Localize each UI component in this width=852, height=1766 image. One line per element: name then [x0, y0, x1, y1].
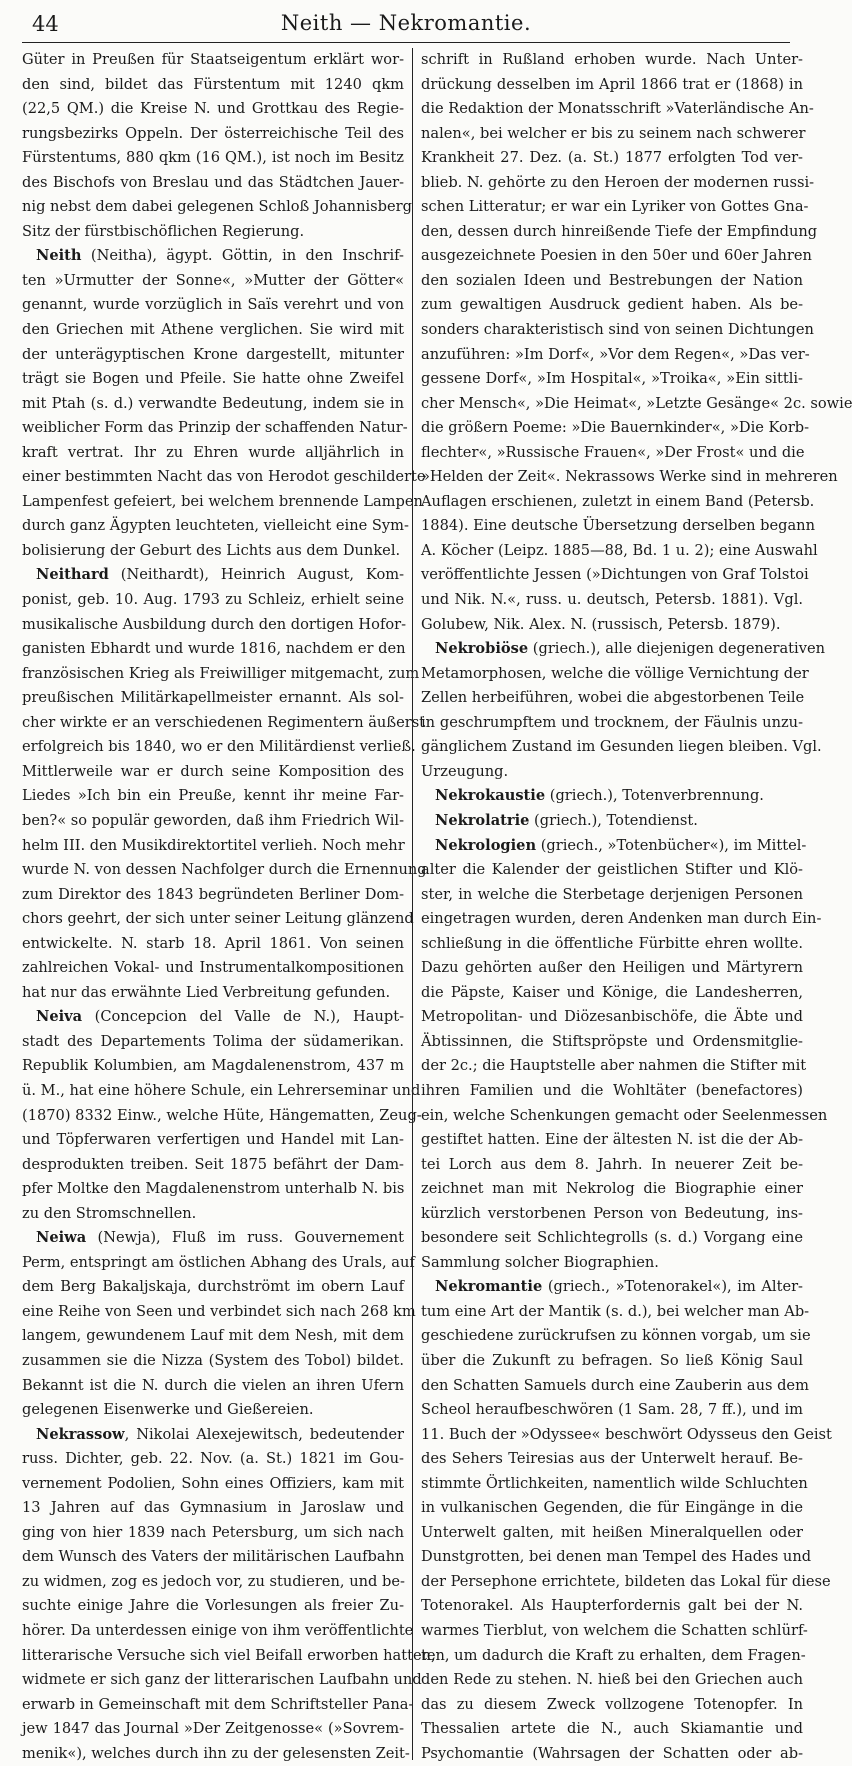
text-line [421, 1226, 803, 1251]
text-line [22, 122, 404, 147]
line-text: (griech.), Totenverbrennung. [545, 787, 764, 805]
line-text: Sitz der fürstbischöflichen Regierung. [22, 222, 305, 240]
text-line [421, 1177, 803, 1202]
text-line [421, 293, 803, 318]
line-text: zum Direktor des 1843 begründeten Berliner Dom- [22, 885, 404, 903]
line-text: zusammen sie die Nizza (System des Tobol) bildet. [22, 1351, 404, 1369]
line-text: in geschrumpftem und trocknem, der Fäulnis unzu- [421, 713, 803, 731]
text-line [421, 318, 814, 343]
line-text: Republik Kolumbien, am Magdalenenstrom, 437 m [22, 1057, 404, 1075]
text-line [22, 416, 408, 441]
line-text: den Schatten Samuels durch eine Zauberin aus dem [421, 1376, 809, 1394]
line-text: Perm, entspringt am östlichen Abhang des Urals, auf [22, 1253, 415, 1271]
line-text: warmes Tierblut, von welchem die Schatten schlürf- [421, 1622, 808, 1639]
line-text: anzuführen: »Im Dorf«, »Vor dem Regen«, »Das ver- [421, 345, 810, 363]
text-line [421, 858, 803, 883]
text-line [22, 1668, 422, 1693]
line-text: des Sehers Teiresias aus der Unterwelt herauf. Be- [421, 1450, 803, 1468]
line-text: flechter«, »Russische Frauen«, »Der Frost« und die [421, 443, 805, 461]
text-line [421, 465, 838, 490]
text-line [22, 269, 404, 294]
line-text: blieb. N. gehörte zu den Heroen der modernen russi- [421, 173, 815, 191]
text-line [22, 220, 404, 245]
text-line [22, 1423, 404, 1448]
line-text: langem, gewundenem Lauf mit dem Nesh, mit dem [22, 1327, 404, 1345]
line-text: cher wirkte er an verschiedenen Regimentern äußerst [22, 713, 426, 731]
text-line [421, 441, 803, 466]
text-line [421, 907, 822, 932]
text-line [421, 1496, 803, 1521]
text-line [421, 73, 803, 98]
line-text: chors geehrt, der sich unter seiner Leitung glänzend [22, 910, 414, 928]
entry-headword: Neithard [36, 566, 109, 584]
text-line [22, 441, 404, 466]
text-line [421, 637, 825, 662]
line-text: Psychomantie (Wahrsagen der Schatten oder ab- [421, 1744, 803, 1762]
text-line [421, 1005, 803, 1030]
entry-headword: Nekrassow [36, 1425, 125, 1443]
line-text: gelegenen Eisenwerke und Gießereien. [22, 1401, 314, 1419]
line-text: Mittlerweile war er durch seine Komposition des [22, 762, 404, 780]
text-line [421, 686, 803, 711]
text-line [22, 1079, 421, 1104]
line-text: den Rede zu stehen. N. hieß bei den Griechen auch [421, 1671, 803, 1689]
line-text: ausgezeichnete Poesien in den 50er und 60er Jahren [421, 247, 812, 265]
line-text: tum eine Art der Mantik (s. d.), bei welcher man Ab- [421, 1302, 810, 1320]
text-line [22, 809, 404, 834]
text-line [421, 1644, 806, 1669]
text-line [22, 48, 404, 73]
text-line [22, 588, 404, 613]
text-line [22, 1521, 404, 1546]
text-line [22, 662, 420, 687]
line-text: gänglichem Zustand im Gesunden liegen bleiben. Vgl. [421, 738, 822, 756]
text-line [421, 1717, 803, 1742]
line-text: 13 Jahren auf das Gymnasium in Jaroslaw und [22, 1499, 404, 1517]
text-line [22, 784, 404, 809]
line-text: die Redaktion der Monatsschrift »Vaterländische An- [421, 100, 814, 118]
text-line [22, 932, 404, 957]
line-text: kraft vertrat. Ihr zu Ehren wurde alljährlich in [22, 443, 404, 461]
line-text: musikalische Ausbildung durch den dortigen Hofor- [22, 615, 407, 633]
text-line [22, 858, 427, 883]
line-text: ster, in welche die Sterbetage derjenigen Personen [421, 885, 803, 903]
text-line [421, 1742, 803, 1766]
line-text: schließung in die öffentliche Fürbitte ehren wollte. [421, 934, 803, 952]
line-text: Golubew, Nik. Alex. N. (russisch, Petersb. 1879). [421, 615, 781, 633]
line-text: trägt sie Bogen und Pfeile. Sie hatte ohne Zweifel [22, 370, 404, 388]
line-text: einer bestimmten Nacht das von Herodot geschilderte [22, 468, 426, 486]
text-line [421, 956, 803, 981]
text-line [421, 367, 803, 392]
line-text: Bekannt ist die N. durch die vielen an ihren Ufern [22, 1376, 404, 1394]
text-line [22, 1472, 404, 1497]
text-line [22, 1594, 404, 1619]
line-text: dem Wunsch des Vaters der militärischen Laufbahn [22, 1548, 405, 1566]
line-text: Unterwelt galten, mit heißen Mineralquellen oder [421, 1523, 803, 1541]
line-text: ten »Urmutter der Sonne«, »Mutter der Götter« [22, 271, 404, 289]
line-text: geschiedene zurückrufsen zu können vorgab, um sie [421, 1327, 811, 1345]
text-line [421, 343, 810, 368]
line-text: wurde N. von dessen Nachfolger durch die Ernennung [22, 861, 427, 879]
line-text: nalen«, bei welcher er bis zu seinem nach schwerer [421, 124, 806, 142]
text-line [421, 883, 803, 908]
text-line [22, 1251, 415, 1276]
text-line [22, 1005, 404, 1030]
line-text: Thessalien artete die N., auch Skiamantie und [421, 1720, 803, 1738]
line-text: , Nikolai Alexejewitsch, bedeutender [124, 1425, 404, 1443]
text-line [22, 343, 404, 368]
line-text: Totenorakel. Als Haupterfordernis galt bei der N. [421, 1597, 803, 1615]
text-line [22, 1447, 404, 1472]
text-line [22, 1570, 404, 1595]
page-header [22, 0, 790, 43]
text-line [421, 1545, 812, 1570]
text-line [421, 711, 803, 736]
text-line [22, 514, 409, 539]
text-line [22, 539, 404, 564]
text-line [22, 244, 404, 269]
line-text: (Neithardt), Heinrich August, Kom- [108, 566, 404, 584]
line-text: Äbtissinnen, die Stiftspröpste und Ordensmitglie- [421, 1032, 803, 1050]
line-text: Liedes »Ich bin ein Preuße, kennt ihr meine Far- [22, 787, 404, 805]
text-line [22, 97, 404, 122]
line-text: ponist, geb. 10. Aug. 1793 zu Schleiz, erhielt seine [22, 591, 404, 609]
page-number: 44 [32, 12, 59, 36]
entry-headword: Nekromantie [435, 1278, 543, 1296]
text-line [22, 1644, 436, 1669]
line-text: (Newja), Fluß im russ. Gouvernement [86, 1229, 404, 1247]
line-text: den sozialen Ideen und Bestrebungen der Nation [421, 271, 803, 289]
line-text: russ. Dichter, geb. 22. Nov. (a. St.) 1821 im Gou- [22, 1450, 404, 1468]
text-line [22, 1128, 404, 1153]
line-text: stimmte Örtlichkeiten, namentlich wilde Schluchten [421, 1474, 808, 1492]
line-text: pfer Moltke den Magdalenenstrom unterhalb N. bis [22, 1180, 405, 1198]
line-text: helm III. den Musikdirektortitel verlieh. Noch mehr [22, 836, 405, 854]
entry-headword: Neiwa [36, 1229, 87, 1247]
line-text: Krankheit 27. Dez. (a. St.) 1877 erfolgten Tod ver- [421, 149, 803, 167]
line-text: alter die Kalender der geistlichen Stifter und Klö- [421, 861, 803, 879]
line-text: die Päpste, Kaiser und Könige, die Landesherren, [421, 983, 803, 1001]
text-line [421, 97, 814, 122]
text-line [421, 1300, 810, 1325]
text-line [421, 1619, 808, 1644]
text-line [421, 735, 822, 760]
line-text: ging von hier 1839 nach Petersburg, um sich nach [22, 1523, 404, 1541]
text-line [22, 1398, 404, 1423]
text-line [421, 932, 803, 957]
running-title: Neith — Nekromantie. [280, 11, 532, 35]
text-line [22, 686, 404, 711]
line-text: bolisierung der Geburt des Lichts aus dem Dunkel. [22, 541, 401, 559]
line-text: veröffentlichte Jessen (»Dichtungen von Graf Tolstoi [421, 566, 809, 584]
text-line [421, 1374, 809, 1399]
text-line [421, 1570, 831, 1595]
line-text: stadt des Departements Tolima der südamerikan. [22, 1032, 404, 1050]
line-text: Lampenfest gefeiert, bei welchem brennende Lampen [22, 492, 423, 510]
text-line [22, 1226, 404, 1251]
line-text: schrift in Rußland erhoben wurde. Nach Unter- [421, 51, 803, 68]
line-text: vernement Podolien, Sohn eines Offiziers, kam mit [22, 1474, 404, 1492]
line-text: Scheol heraufbeschwören (1 Sam. 28, 7 ff.), und im [421, 1401, 803, 1419]
line-text: Güter in Preußen für Staatseigentum erklärt wor- [22, 51, 404, 68]
text-line [421, 244, 812, 269]
text-line [421, 662, 809, 687]
text-line [421, 1030, 803, 1055]
text-line [22, 711, 426, 736]
line-text: der 2c.; die Hauptstelle aber nahmen die Stifter mit [421, 1057, 807, 1075]
text-line [421, 1472, 808, 1497]
line-text: Urzeugung. [421, 762, 509, 780]
text-line [22, 1104, 422, 1129]
line-text: des Bischofs von Breslau und das Städtchen Jauer- [22, 173, 404, 191]
line-text: die größern Poeme: »Die Bauernkinder«, »Die Korb- [421, 419, 810, 437]
text-line [22, 1030, 404, 1055]
line-text: gestiftet hatten. Eine der ältesten N. ist die der Ab- [421, 1131, 803, 1149]
line-text: erwarb in Gemeinschaft mit dem Schriftsteller Pana- [22, 1695, 414, 1713]
line-text: weiblicher Form das Prinzip der schaffenden Natur- [22, 419, 408, 437]
line-text: (griech., »Totenbücher«), im Mittel- [536, 836, 807, 854]
text-line [22, 563, 404, 588]
text-line [22, 1349, 404, 1374]
text-line [22, 735, 416, 760]
text-line [421, 1251, 803, 1276]
text-line [22, 490, 423, 515]
line-text: drückung desselben im April 1866 trat er (1868) in [421, 75, 803, 93]
text-line [421, 1202, 803, 1227]
text-line [22, 1374, 404, 1399]
line-text: kürzlich verstorbenen Person von Bedeutung, ins- [421, 1204, 803, 1222]
line-text: zu widmen, zog es jedoch vor, zu studieren, und be- [22, 1572, 405, 1590]
line-text: (Neitha), ägypt. Göttin, in den Inschrif- [81, 247, 404, 265]
entry-headword: Nekrolatrie [435, 811, 530, 829]
line-text: (griech.), Totendienst. [529, 811, 698, 829]
text-line [22, 1496, 404, 1521]
text-line [22, 613, 407, 638]
text-line [22, 1619, 414, 1644]
line-text: gessene Dorf«, »Im Hospital«, »Troika«, »Ein sittli- [421, 370, 803, 388]
text-line [22, 465, 426, 490]
line-text: mit Ptah (s. d.) verwandte Bedeutung, indem sie in [22, 394, 404, 412]
line-text: Metamorphosen, welche die völlige Vernichtung der [421, 664, 809, 682]
line-text: desprodukten treiben. Seit 1875 befährt der Dam- [22, 1155, 404, 1173]
line-text: genannt, wurde vorzüglich in Saïs verehrt und von [22, 296, 404, 314]
text-line [421, 1349, 803, 1374]
text-line [22, 171, 404, 196]
line-text: der Persephone errichtete, bildeten das Lokal für diese [421, 1572, 831, 1590]
text-line [421, 784, 803, 809]
line-text: ü. M., hat eine höhere Schule, ein Lehrerseminar und [22, 1081, 421, 1099]
line-text: schen Litteratur; er war ein Lyriker von Gottes Gna- [421, 198, 809, 216]
text-line [22, 367, 404, 392]
text-line [421, 514, 815, 539]
line-text: französischen Krieg als Freiwilliger mitgemacht, zum [22, 664, 420, 682]
line-text: Dunstgrotten, bei denen man Tempel des Hades und [421, 1548, 812, 1566]
line-text: und Nik. N.«, russ. u. deutsch, Petersb. 1881). Vgl. [421, 591, 803, 609]
text-line [421, 1521, 803, 1546]
text-line [421, 1398, 803, 1423]
line-text: tei Lorch aus dem 8. Jahrh. In neuerer Zeit be- [421, 1155, 803, 1173]
line-text: hat nur das erwähnte Lied Verbreitung gefunden. [22, 983, 391, 1001]
text-line [421, 392, 852, 417]
text-line [421, 416, 810, 441]
text-line [22, 956, 404, 981]
line-text: Sammlung solcher Biographien. [421, 1253, 659, 1271]
text-line [421, 1128, 803, 1153]
line-text: 1884). Eine deutsche Übersetzung derselben begann [421, 517, 815, 535]
text-line [421, 1275, 803, 1300]
text-line [22, 1202, 404, 1227]
line-text: das zu diesem Zweck vollzogene Totenopfer. In [421, 1695, 803, 1713]
line-text: zeichnet man mit Nekrolog die Biographie einer [421, 1180, 803, 1198]
text-line [421, 1054, 807, 1079]
text-line [22, 1324, 404, 1349]
text-line [22, 1300, 416, 1325]
text-line [22, 1742, 410, 1766]
line-text: den Griechen mit Athene verglichen. Sie wird mit [22, 321, 404, 339]
line-text: rungsbezirks Oppeln. Der österreichische Teil des [22, 124, 404, 142]
line-text: zahlreichen Vokal- und Instrumentalkompositionen [22, 959, 404, 977]
text-line [421, 146, 803, 171]
text-line [22, 293, 404, 318]
line-text: (Concepcion del Valle de N.), Haupt- [82, 1008, 404, 1026]
line-text: menik«), welches durch ihn zu der gelesensten Zeit- [22, 1744, 410, 1762]
line-text: litterarische Versuche sich viel Beifall erworben hatten, [22, 1646, 436, 1664]
line-text: entwickelte. N. starb 18. April 1861. Von seinen [22, 934, 404, 952]
text-line [421, 1447, 803, 1472]
entry-headword: Nekrologien [435, 836, 537, 854]
line-text: zu den Stromschnellen. [22, 1204, 197, 1222]
line-text: Fürstentums, 880 qkm (16 QM.), ist noch im Besitz [22, 149, 404, 167]
line-text: ben?« so populär geworden, daß ihm Friedrich Wil- [22, 811, 405, 829]
text-line [421, 1423, 832, 1448]
line-text: preußischen Militärkapellmeister ernannt. Als sol- [22, 689, 404, 707]
right-column [421, 48, 852, 1762]
line-text: erfolgreich bis 1840, wo er den Militärdienst verließ. [22, 738, 416, 756]
line-text: besondere seit Schlichtegrolls (s. d.) Vorgang eine [421, 1229, 803, 1247]
text-line [22, 318, 404, 343]
text-line [421, 220, 818, 245]
text-line [421, 48, 803, 73]
left-column [22, 48, 436, 1762]
text-line [22, 981, 404, 1006]
line-text: in vulkanischen Gegenden, die für Eingänge in die [421, 1499, 803, 1517]
line-text: sonders charakteristisch sind von seinen Dichtungen [421, 321, 814, 339]
line-text: (griech.), alle diejenigen degenerativen [528, 640, 825, 658]
entry-headword: Neiva [36, 1008, 83, 1026]
text-line [421, 1104, 828, 1129]
line-text: jew 1847 das Journal »Der Zeitgenosse« (»Sovrem- [22, 1720, 404, 1738]
text-line [22, 195, 412, 220]
line-text: Dazu gehörten außer den Heiligen und Märtyrern [421, 959, 803, 977]
line-text: »Helden der Zeit«. Nekrassows Werke sind in mehreren [421, 468, 838, 486]
line-text: (griech., »Totenorakel«), im Alter- [542, 1278, 803, 1296]
text-line [22, 760, 404, 785]
text-line [421, 760, 803, 785]
column-divider [412, 48, 413, 1760]
text-line [22, 392, 404, 417]
text-line [421, 195, 809, 220]
entry-headword: Nekrobiöse [435, 640, 529, 658]
text-line [22, 1717, 404, 1742]
line-text: über die Zukunft zu befragen. So ließ König Saul [421, 1351, 803, 1369]
text-line [421, 834, 807, 859]
text-line [421, 809, 803, 834]
line-text: ganisten Ebhardt und wurde 1816, nachdem er den [22, 640, 406, 658]
text-line [421, 981, 803, 1006]
text-line [22, 1153, 404, 1178]
entry-headword: Nekrokaustie [435, 787, 546, 805]
line-text: Auflagen erschienen, zuletzt in einem Band (Petersb. [421, 492, 815, 510]
line-text: den, dessen durch hinreißende Tiefe der Empfindung [421, 222, 818, 240]
line-text: und Töpferwaren verfertigen und Handel mit Lan- [22, 1131, 404, 1149]
text-line [421, 563, 809, 588]
text-line [421, 269, 803, 294]
text-line [421, 122, 806, 147]
line-text: zum gewaltigen Ausdruck gedient haben. Als be- [421, 296, 803, 314]
text-line [22, 73, 404, 98]
text-line [421, 1594, 803, 1619]
text-line [22, 1693, 414, 1718]
line-text: suchte einige Jahre die Vorlesungen als freier Zu- [22, 1597, 404, 1615]
line-text: Metropolitan- und Diözesanbischöfe, die Äbte und [421, 1008, 803, 1026]
line-text: Zellen herbeiführen, wobei die abgestorbenen Teile [421, 689, 805, 707]
line-text: ein, welche Schenkungen gemacht oder Seelenmessen [421, 1106, 828, 1124]
text-line [421, 490, 815, 515]
line-text: A. Köcher (Leipz. 1885—88, Bd. 1 u. 2); eine Auswahl [421, 541, 818, 559]
text-line [421, 539, 818, 564]
text-line [22, 637, 404, 662]
text-line [22, 1545, 404, 1570]
text-line [421, 613, 803, 638]
text-line [421, 1153, 803, 1178]
line-text: der unterägyptischen Krone dargestellt, mitunter [22, 345, 404, 363]
text-line [421, 1693, 803, 1718]
text-line [22, 146, 404, 171]
text-line [421, 588, 803, 613]
line-text: 11. Buch der »Odyssee« beschwört Odysseus den Geist [421, 1425, 832, 1443]
text-line [421, 1079, 803, 1104]
line-text: den sind, bildet das Fürstentum mit 1240 qkm [22, 75, 404, 93]
text-line [22, 1177, 404, 1202]
entry-headword: Neith [36, 247, 82, 265]
line-text: durch ganz Ägypten leuchteten, vielleicht eine Sym- [22, 517, 409, 535]
text-line [421, 1324, 811, 1349]
line-text: ihren Familien und die Wohltäter (benefactores) [421, 1081, 803, 1099]
text-line [421, 1668, 803, 1693]
text-line [22, 834, 404, 859]
line-text: hörer. Da unterdessen einige von ihm veröffentlichte [22, 1622, 414, 1639]
line-text: ten, um dadurch die Kraft zu erhalten, dem Fragen- [421, 1646, 806, 1664]
line-text: cher Mensch«, »Die Heimat«, »Letzte Gesänge« 2c. sowie [421, 394, 852, 412]
text-line [22, 1054, 404, 1079]
text-line [22, 1275, 404, 1300]
line-text: eine Reihe von Seen und verbindet sich nach 268 km [22, 1302, 416, 1320]
text-line [22, 907, 414, 932]
text-columns [22, 48, 852, 1762]
line-text: widmete er sich ganz der litterarischen Laufbahn und [22, 1671, 422, 1689]
text-line [421, 171, 815, 196]
line-text: (22,5 QM.) die Kreise N. und Grottkau des Regie- [22, 100, 404, 118]
line-text: (1870) 8332 Einw., welche Hüte, Hängematten, Zeug- [22, 1106, 422, 1124]
line-text: nig nebst dem dabei gelegenen Schloß Johannisberg [22, 198, 412, 216]
text-line [22, 883, 404, 908]
line-text: eingetragen wurden, deren Andenken man durch Ein- [421, 910, 822, 928]
line-text: dem Berg Bakaljskaja, durchströmt im obern Lauf [22, 1278, 404, 1296]
